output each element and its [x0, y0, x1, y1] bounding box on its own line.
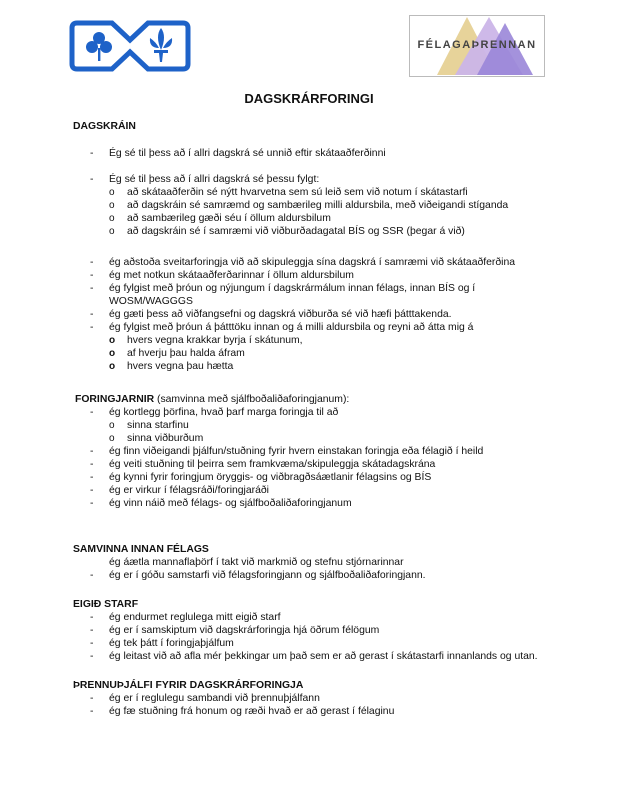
- list-item: - Ég sé til þess að í allri dagskrá sé unnið eftir skátaaðferðinni: [73, 147, 543, 160]
- sub-list-item: o af hverju þau halda áfram: [109, 348, 245, 359]
- sub-list: [73, 186, 543, 238]
- page-title: DAGSKRÁRFORINGI: [244, 91, 374, 106]
- list-item: - ég er í samskiptum við dagskrárforingja hjá öðrum félögum: [73, 624, 543, 637]
- sub-list-item: o sinna starfinu: [109, 420, 189, 431]
- list-item: - ég tek þátt í foringjaþjálfum: [73, 637, 543, 650]
- list-item: - ég er í góðu samstarfi við félagsforingjann og sjálfboðaliðaforingjann.: [73, 569, 543, 582]
- sub-list-item: o sinna viðburðum: [109, 433, 204, 444]
- dagskrain-item-1: [73, 147, 543, 160]
- section-foringjarnir: [75, 393, 545, 406]
- sub-list: [73, 334, 543, 373]
- sub-list-item: o hvers vegna þau hætta: [109, 361, 234, 372]
- section-heading-note: (samvinna með sjálfboðaliðaforingjanum):: [154, 394, 350, 405]
- sub-list-item: o hvers vegna krakkar byrja í skátunum,: [109, 335, 303, 346]
- list-item: - ég fæ stuðning frá honum og ræði hvað er að gerast í félaginu: [73, 705, 543, 718]
- list-item: - Ég sé til þess að í allri dagskrá sé þessu fylgt:: [73, 173, 543, 186]
- section-eigid-starf: [73, 598, 543, 663]
- scouts-logo-graphic: [66, 20, 194, 72]
- list-item: - ég fylgist með þróun á þátttöku innan og á milli aldursbila og reyni að átta mig á: [73, 321, 543, 334]
- list-item: - ég er virkur í félagsráði/foringjaráði: [73, 484, 543, 497]
- list-item: - ég finn viðeigandi þjálfun/stuðning fyrir hvern einstakan foringja eða félagið í heild: [73, 445, 543, 458]
- list-item: - ég veiti stuðning til þeirra sem framkvæma/skipuleggja skátadagskrána: [73, 458, 543, 471]
- list-item: - ég kynni fyrir foringjum öryggis- og viðbragðsáætlanir félagsins og BÍS: [73, 471, 543, 484]
- list-item: - ég er í reglulegu sambandi við þrennuþjálfann: [73, 692, 543, 705]
- list-item: - ég fylgist með þróun og nýjungum í dagskrármálum innan félags, innan BÍS og í WOSM/WAGGGS: [73, 282, 543, 308]
- dagskrain-items: [73, 256, 543, 373]
- section-samvinna: [73, 543, 543, 582]
- foringjarnir-items: [73, 406, 543, 510]
- scouts-logo: [66, 20, 194, 72]
- section-heading: ÞRENNUÞJÁLFI FYRIR DAGSKRÁRFORINGJA: [73, 680, 304, 691]
- fleur-de-lis-icon: [150, 28, 172, 62]
- list-item: - ég endurmet reglulega mitt eigið starf: [73, 611, 543, 624]
- felagathrennan-logo: [409, 15, 545, 77]
- list-item: - ég kortlegg þörfina, hvað þarf marga foringja til að: [73, 406, 543, 419]
- section-dagskrain: [73, 120, 543, 133]
- section-heading: SAMVINNA INNAN FÉLAGS: [73, 544, 209, 555]
- dagskrain-item-2: [73, 173, 543, 238]
- section-heading: FORINGJARNIR: [75, 394, 155, 405]
- section-thrennuthjalfi: [73, 679, 543, 718]
- list-item: - ég leitast við að afla mér þekkingar um það sem er að gerast í skátastarfi innanlands og utan.: [73, 650, 543, 663]
- section-heading: DAGSKRÁIN: [73, 121, 136, 132]
- sub-list-item: o að dagskráin sé í samræmi við viðburðadagatal BÍS og SSR (þegar á við): [109, 226, 465, 237]
- sub-list-item: o að sambærileg gæði séu í öllum aldursbilum: [109, 213, 331, 224]
- logo-text: FÉLAGAÞRENNAN: [417, 39, 537, 51]
- sub-list: [73, 419, 543, 445]
- clover-icon: [86, 32, 112, 61]
- sub-list-item: o að dagskráin sé samræmd og sambærileg milli aldursbila, með viðeigandi stíganda: [109, 200, 509, 211]
- list-item: - ég aðstoða sveitarforingja við að skipuleggja sína dagskrá í samræmi við skátaaðferðina: [73, 256, 543, 269]
- list-item: - ég met notkun skátaaðferðarinnar í öllum aldursbilum: [73, 269, 543, 282]
- section-heading: EIGIÐ STARF: [73, 599, 139, 610]
- sub-list-item: o að skátaaðferðin sé nýtt hvarvetna sem sú leið sem við notum í skátastarfi: [109, 187, 468, 198]
- paragraph: ég áætla mannaflaþörf í takt við markmið og stefnu stjórnarinnar: [109, 557, 404, 568]
- list-item: - ég vinn náið með félags- og sjálfboðaliðaforingjanum: [73, 497, 543, 510]
- list-item: - ég gæti þess að viðfangsefni og dagskrá viðburða sé við hæfi þátttakenda.: [73, 308, 543, 321]
